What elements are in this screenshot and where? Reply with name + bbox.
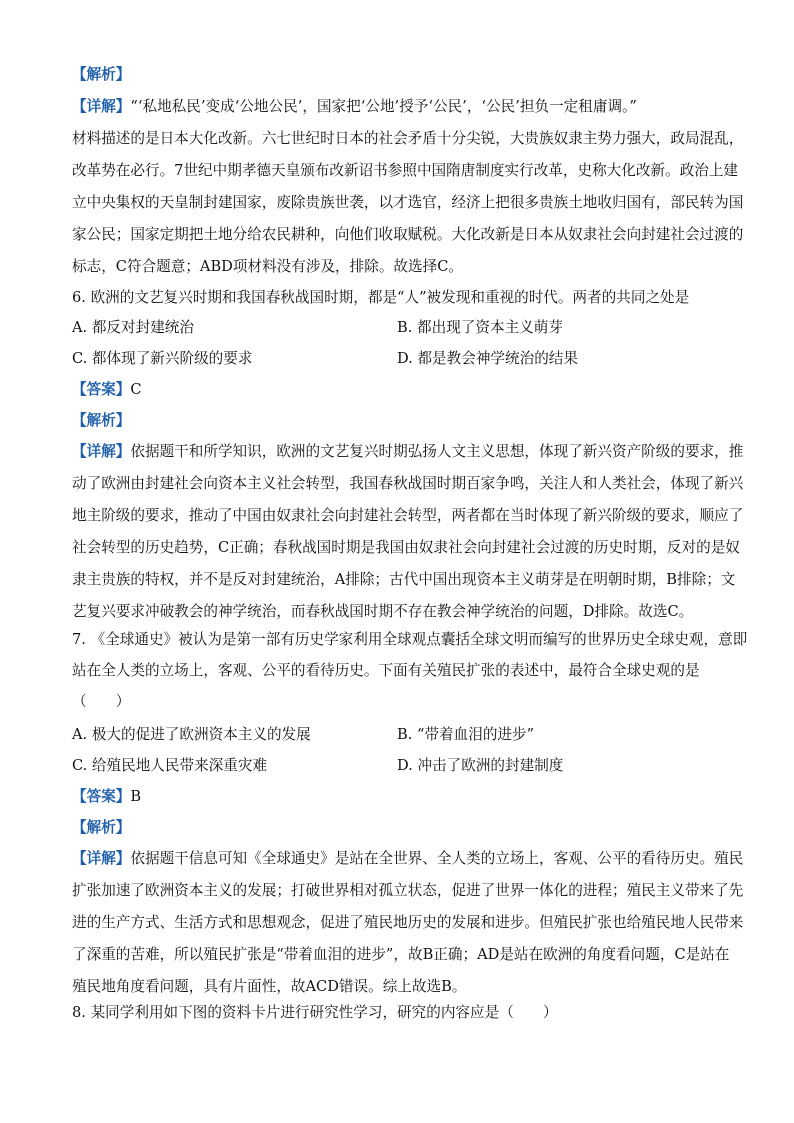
section-analysis-heading: 【解析】 [72,66,131,83]
text-line: 标志，C符合题意；ABD项材料没有涉及，排除。故选择C。 [72,258,463,275]
text-line: 隶主贵族的特权，并不是反对封建统治，A排除；古代中国出现资本主义萌芽是在明朝时期，B排除；文 [72,571,736,588]
q7-option-d: D. 冲击了欧洲的封建制度 [397,757,564,774]
q6-option-b: B. 都出现了资本主义萌芽 [397,319,563,336]
text-line: 扩张加速了欧洲资本主义的发展；打破世界相对孤立状态，促进了世界一体化的进程；殖民主义带来了先 [72,882,744,899]
answer-q6: 【答案】C [72,381,142,398]
section-analysis-heading: 【解析】 [72,412,131,429]
detail-paragraph-q5: 【详解】“‘私地私民’变成‘公地公民’，国家把‘公地’授予‘公民’，‘公民’担负一定租庸调。” [72,98,637,115]
question-7-stem: 7. 《全球通史》被认为是第一部有历史学家利用全球观点囊括全球文明而编写的世界历史全球史观，意即 [72,631,748,648]
text-line: 殖民地角度看问题，具有片面性，故ACD错误。综上故选B。 [72,978,467,995]
text-line: 家公民；国家定期把土地分给农民耕种，向他们收取赋税。大化改新是日本从奴隶社会向封建社会过渡的 [72,226,744,243]
text-line: 地主阶级的要求，推动了中国由奴隶社会向封建社会转型，两者都在当时体现了新兴阶级的要求，顺应了 [72,507,744,524]
section-analysis-heading: 【解析】 [72,819,131,836]
q7-option-c: C. 给殖民地人民带来深重灾难 [72,757,268,774]
text-line: 艺复兴要求冲破教会的神学统治，而春秋战国时期不存在教会神学统治的问题，D排除。故选C。 [72,603,694,620]
answer-q7: 【答案】B [72,788,142,805]
text-line: 立中央集权的天皇制封建国家，废除贵族世袭，以才选官，经济上把很多贵族土地收归国有，部民转为国 [72,194,744,211]
q6-option-d: D. 都是教会神学统治的结果 [397,350,578,367]
q6-option-c: C. 都体现了新兴阶级的要求 [72,350,253,367]
text-line: 了深重的苦难，所以殖民扩张是“带着血泪的进步”，故B正确；AD是站在欧洲的角度看问题，C是站在 [72,946,730,963]
text-line: 材料描述的是日本大化改新。六七世纪时日本的社会矛盾十分尖锐，大贵族奴隶主势力强大，政局混乱， [72,130,744,147]
text-line: 进的生产方式、生活方式和思想观念，促进了殖民地历史的发展和进步。但殖民扩张也给殖民地人民带来 [72,914,744,931]
question-6-stem: 6. 欧洲的文艺复兴时期和我国春秋战国时期，都是“人”被发现和重视的时代。两者的共同之处是 [72,289,690,306]
detail-paragraph-q7: 【详解】依据题干信息可知《全球通史》是站在全世界、全人类的立场上，客观、公平的看待历史。殖民 [72,850,744,867]
q6-option-a: A. 都反对封建统治 [72,319,194,336]
text-line: 站在全人类的立场上，客观、公平的看待历史。下面有关殖民扩张的表述中，最符合全球史观的是 [72,662,700,679]
detail-paragraph-q6: 【详解】依据题干和所学知识，欧洲的文艺复兴时期弘扬人文主义思想，体现了新兴资产阶级的要求，推 [72,443,744,460]
q7-option-b: B. “带着血泪的进步” [397,726,535,743]
question-8-stem: 8. 某同学利用如下图的资料卡片进行研究性学习，研究的内容应是（ ） [72,1004,558,1021]
text-line: 社会转型的历史趋势，C正确；春秋战国时期是我国由奴隶社会向封建社会过渡的历史时期，反对的是奴 [72,539,740,556]
text-line: 改革势在必行。7世纪中期孝德天皇颁布改新诏书参照中国隋唐制度实行改革，史称大化改新。政治上建 [72,162,739,179]
text-line: 动了欧洲由封建社会向资本主义社会转型，我国春秋战国时期百家争鸣，关注人和人类社会，体现了新兴 [72,475,744,492]
question-7-blank: （ ） [72,693,131,710]
q7-option-a: A. 极大的促进了欧洲资本主义的发展 [72,726,311,743]
